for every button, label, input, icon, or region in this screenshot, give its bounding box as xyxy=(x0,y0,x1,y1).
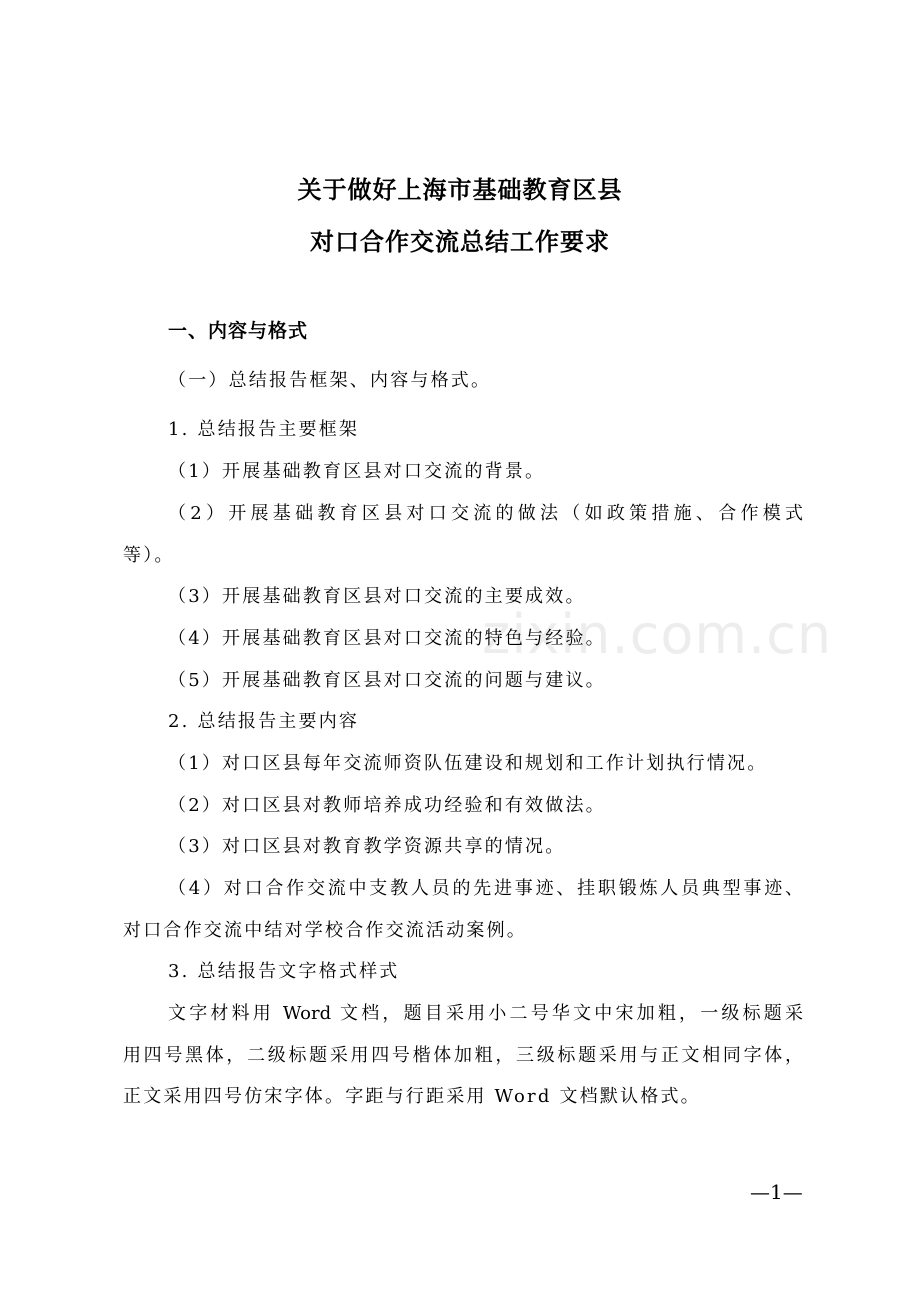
item-heading-main-framework: 1. 总结报告主要框架 xyxy=(168,419,360,440)
page-number: —1— xyxy=(750,1180,803,1204)
watermark: zixin.com.cn xyxy=(482,603,833,666)
framework-item-4: （4）开展基础教育区县对口交流的特色与经验。 xyxy=(168,628,606,649)
framework-item-5: （5）开展基础教育区县对口交流的问题与建议。 xyxy=(168,670,606,691)
content-item-4: （4）对口合作交流中支教人员的先进事迹、挂职锻炼人员典型事迹、 xyxy=(168,878,803,899)
format-paragraph-line-3: 正文采用四号仿宋字体。字距与行距采用 Word 文档默认格式。 xyxy=(123,1086,701,1107)
item-heading-main-content: 2. 总结报告主要内容 xyxy=(168,711,360,732)
section-heading-content-format: 一、内容与格式 xyxy=(168,320,309,342)
content-item-3: （3）对口区县对教育教学资源共享的情况。 xyxy=(168,836,566,857)
document-title-line-2: 对口合作交流总结工作要求 xyxy=(310,228,610,256)
content-item-2: （2）对口区县对教师培养成功经验和有效做法。 xyxy=(168,795,606,816)
format-paragraph-line-1: 文字材料用 Word 文档，题目采用小二号华文中宋加粗，一级标题采 xyxy=(168,1003,803,1024)
framework-item-2-continuation: 等）。 xyxy=(123,545,175,566)
content-item-1: （1）对口区县每年交流师资队伍建设和规划和工作计划执行情况。 xyxy=(168,753,768,774)
document-title-line-1: 关于做好上海市基础教育区县 xyxy=(297,176,623,204)
framework-item-1: （1）开展基础教育区县对口交流的背景。 xyxy=(168,461,546,482)
content-item-4-continuation: 对口合作交流中结对学校合作交流活动案例。 xyxy=(123,920,527,941)
subsection-heading-framework: （一）总结报告框架、内容与格式。 xyxy=(168,370,492,391)
format-paragraph-line-2: 用四号黑体，二级标题采用四号楷体加粗，三级标题采用与正文相同字体， xyxy=(123,1045,803,1066)
framework-item-3: （3）开展基础教育区县对口交流的主要成效。 xyxy=(168,586,586,607)
item-heading-text-format: 3. 总结报告文字格式样式 xyxy=(168,961,400,982)
framework-item-2: （2）开展基础教育区县对口交流的做法（如政策措施、合作模式 xyxy=(168,503,803,524)
